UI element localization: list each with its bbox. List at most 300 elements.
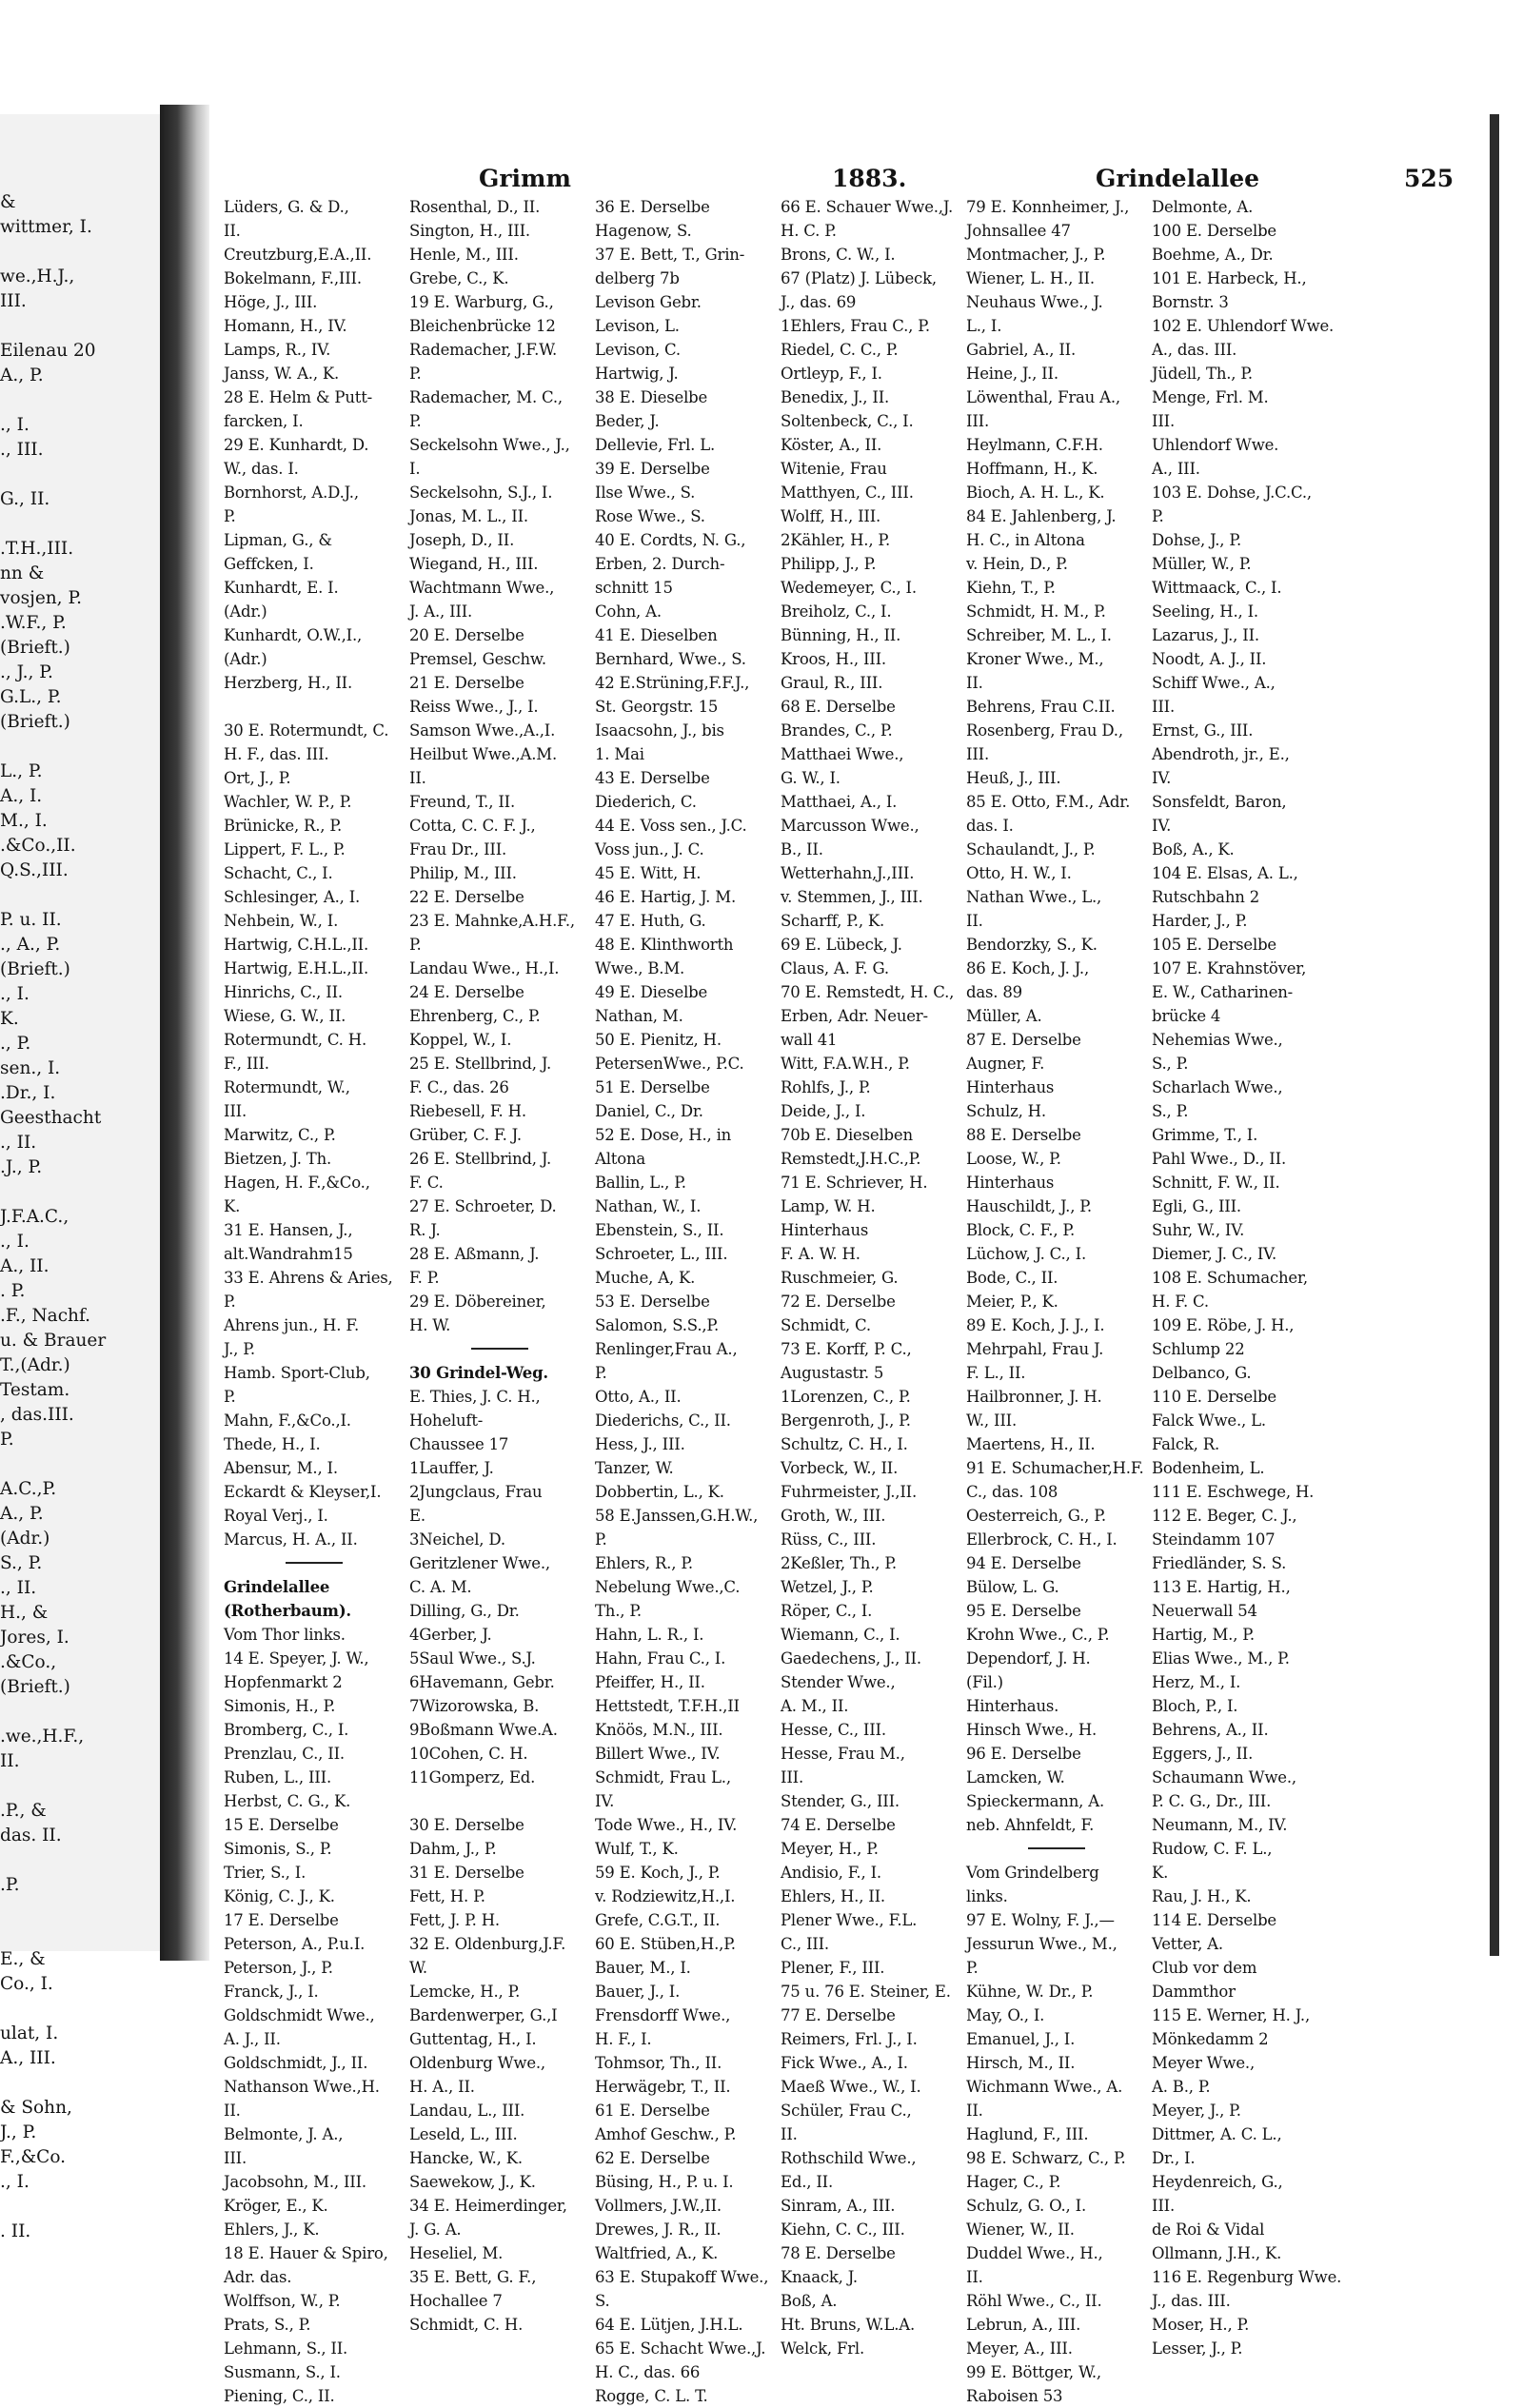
directory-entry-line: Hahn, L. R., I.: [595, 1626, 704, 1644]
directory-entry-line: Köster, A., II.: [781, 436, 882, 454]
directory-entry-line: Abensur, M., I.: [224, 1459, 338, 1477]
previous-page-line: A., III.: [0, 2048, 56, 2068]
directory-entry-line: 68 E. Derselbe: [781, 698, 896, 716]
directory-entry-line: Geffcken, I.: [224, 555, 314, 573]
directory-entry-line: Wiegand, H., III.: [409, 555, 539, 573]
directory-entry-line: Salomon, S.S.,P.: [595, 1316, 720, 1334]
directory-entry-line: Bülow, L. G.: [966, 1578, 1059, 1596]
directory-entry-line: Vollmers, J.W.,II.: [595, 2197, 722, 2215]
directory-entry-line: 32 E. Oldenburg,J.F.: [409, 1935, 566, 1953]
directory-entry-line: III.: [224, 1102, 247, 1120]
directory-entry-line: Jüdell, Th., P.: [1152, 365, 1253, 383]
directory-entry-line: Matthaei Wwe.,: [781, 745, 904, 763]
directory-entry-line: Billert Wwe., IV.: [595, 1745, 721, 1763]
directory-entry-line: König, C. J., K.: [224, 1887, 335, 1905]
directory-entry-line: Wulf, T., K.: [595, 1840, 679, 1858]
directory-entry-line: 30 E. Derselbe: [409, 1816, 524, 1834]
directory-entry-line: 2Kähler, H., P.: [781, 531, 891, 549]
directory-entry-line: Fick Wwe., A., I.: [781, 2054, 908, 2072]
previous-page-line: H., &: [0, 1603, 49, 1623]
directory-entry-line: Henle, M., III.: [409, 246, 519, 264]
directory-entry-line: Grebe, C., K.: [409, 269, 509, 287]
directory-entry-line: Brünicke, R., P.: [224, 817, 342, 835]
directory-entry-line: 107 E. Krahnstöver,: [1152, 959, 1307, 977]
directory-entry-line: 70 E. Remstedt, H. C.,: [781, 983, 955, 1001]
previous-page-line: III.: [0, 291, 27, 311]
directory-entry-line: Nathanson Wwe.,H.: [224, 2078, 380, 2096]
directory-entry-line: Diederichs, C., II.: [595, 1411, 731, 1430]
directory-entry-line: Rosenthal, D., II.: [409, 198, 541, 216]
directory-entry-line: Schacht, C., I.: [224, 864, 333, 882]
directory-entry-line: B., II.: [781, 840, 823, 859]
directory-entry-line: Müller, W., P.: [1152, 555, 1252, 573]
directory-entry-line: Kunhardt, O.W.,I.,: [224, 626, 363, 644]
directory-entry-line: Wolff, H., III.: [781, 507, 881, 525]
directory-entry-line: IV.: [1152, 769, 1172, 787]
directory-entry-line: Koppel, W., I.: [409, 1031, 512, 1049]
directory-entry-line: Bünning, H., II.: [781, 626, 901, 644]
directory-entry-line: Lazarus, J., II.: [1152, 626, 1259, 644]
directory-entry-line: Trier, S., I.: [224, 1864, 307, 1882]
directory-entry-line: 5Saul Wwe., S.J.: [409, 1649, 536, 1668]
directory-entry-line: Ernst, G., III.: [1152, 721, 1254, 740]
directory-entry-line: Vom Grindelberg: [966, 1864, 1099, 1882]
directory-entry-line: 47 E. Huth, G.: [595, 912, 706, 930]
directory-entry-line: 74 E. Derselbe: [781, 1816, 896, 1834]
directory-entry-line: Rotermundt, W.,: [224, 1078, 350, 1096]
directory-entry-line: 35 E. Bett, G. F.,: [409, 2268, 537, 2286]
previous-page-line: &: [0, 192, 16, 212]
directory-entry-line: Lippert, F. L., P.: [224, 840, 346, 859]
directory-entry-line: Susmann, S., I.: [224, 2363, 341, 2381]
directory-entry-line: Hamb. Sport-Club,: [224, 1364, 370, 1382]
directory-entry-line: III.: [966, 412, 989, 430]
directory-entry-line: Homann, H., IV.: [224, 317, 347, 335]
directory-entry-line: Plener Wwe., F.L.: [781, 1911, 918, 1929]
directory-entry-line: wall 41: [781, 1031, 838, 1049]
directory-entry-line: 20 E. Derselbe: [409, 626, 524, 644]
directory-entry-line: Renlinger,Frau A.,: [595, 1340, 738, 1358]
directory-entry-line: Hess, J., III.: [595, 1435, 685, 1453]
directory-entry-line: Ht. Bruns, W.L.A.: [781, 2316, 916, 2334]
directory-entry-line: II.: [966, 2268, 983, 2286]
directory-entry-line: Dilling, G., Dr.: [409, 1602, 520, 1620]
previous-page-line: (Adr.): [0, 1529, 50, 1549]
directory-entry-line: P.: [409, 365, 422, 383]
previous-page-line: .we.,H.F.,: [0, 1727, 85, 1747]
directory-entry-line: 65 E. Schacht Wwe.,J.: [595, 2339, 766, 2358]
previous-page-line: . P.: [0, 1281, 26, 1301]
directory-entry-line: Dr., I.: [1152, 2149, 1196, 2167]
directory-entry-line: Seckelsohn Wwe., J.,: [409, 436, 570, 454]
previous-page-line: [0, 1180, 160, 1205]
directory-entry-line: Hinterhaus: [781, 1221, 869, 1239]
directory-entry-line: Deide, J., I.: [781, 1102, 866, 1120]
directory-entry-line: Hinrichs, C., II.: [224, 983, 343, 1001]
directory-entry-line: Rotermundt, C. H.: [224, 1031, 366, 1049]
directory-entry-line: P.: [595, 1530, 607, 1549]
directory-entry-line: Hinterhaus: [966, 1174, 1055, 1192]
directory-entry-line: 34 E. Heimerdinger,: [409, 2197, 567, 2215]
directory-entry-line: 31 E. Derselbe: [409, 1864, 524, 1882]
previous-page-line: sen., I.: [0, 1058, 61, 1078]
directory-entry-line: A., das. III.: [1152, 341, 1237, 359]
previous-page-line: ., J., P.: [0, 662, 53, 682]
directory-entry-line: Ehlers, J., K.: [224, 2220, 320, 2239]
directory-entry-line: Eggers, J., II.: [1152, 1745, 1254, 1763]
directory-entry-line: Heilbut Wwe.,A.M.: [409, 745, 558, 763]
directory-entry-line: Rau, J. H., K.: [1152, 1887, 1252, 1905]
directory-entry-line: Rosenberg, Frau D.,: [966, 721, 1123, 740]
directory-entry-line: Erben, Adr. Neuer-: [781, 1007, 928, 1025]
directory-entry-line: Wittmaack, C., I.: [1152, 579, 1282, 597]
previous-page-line: .J., P.: [0, 1157, 43, 1177]
directory-entry-line: G. W., I.: [781, 769, 841, 787]
directory-entry-line: H. F. C.: [1152, 1293, 1209, 1311]
directory-entry-line: J. G. A.: [409, 2220, 462, 2239]
previous-page-line: , das.III.: [0, 1405, 74, 1425]
directory-entry-line: 67 (Platz) J. Lübeck,: [781, 269, 937, 287]
directory-entry-line: Prenzlau, C., II.: [224, 1745, 345, 1763]
directory-entry-line: Falck, R.: [1152, 1435, 1220, 1453]
directory-entry-line: I.: [409, 460, 421, 478]
directory-entry-line: Stender Wwe.,: [781, 1673, 896, 1691]
directory-entry-line: Maeß Wwe., W., I.: [781, 2078, 921, 2096]
directory-entry-line: Johnsallee 47: [966, 222, 1071, 240]
previous-page-line: .T.H.,III.: [0, 539, 74, 559]
directory-entry-line: Levison, L.: [595, 317, 680, 335]
directory-entry-line: 99 E. Böttger, W.,: [966, 2363, 1101, 2381]
directory-entry-line: Goldschmidt, J., II.: [224, 2054, 368, 2072]
directory-entry-line: II.: [224, 222, 241, 240]
directory-entry-line: 51 E. Derselbe: [595, 1078, 710, 1096]
directory-entry-line: Löwenthal, Frau A.,: [966, 388, 1120, 406]
directory-entry-line: Augner, F.: [966, 1055, 1045, 1073]
directory-entry-line: H. F., das. III.: [224, 745, 329, 763]
directory-entry-line: Scharlach Wwe.,: [1152, 1078, 1283, 1096]
directory-entry-line: 2Keßler, Th., P.: [781, 1554, 897, 1572]
directory-entry-line: Schultz, C. H., I.: [781, 1435, 908, 1453]
directory-entry-line: Bauer, M., I.: [595, 1959, 691, 1977]
directory-entry-line: 69 E. Lübeck, J.: [781, 936, 902, 954]
directory-entry-line: 52 E. Dose, H., in: [595, 1126, 732, 1144]
directory-entry-line: 66 E. Schauer Wwe.,J.: [781, 198, 954, 216]
directory-entry-line: v. Stemmen, J., III.: [781, 888, 923, 906]
directory-entry-line: W.: [409, 1959, 427, 1977]
directory-entry-line: 6Havemann, Gebr.: [409, 1673, 555, 1691]
directory-entry-line: Hartig, M., P.: [1152, 1626, 1255, 1644]
directory-entry-line: Samson Wwe.,A.,I.: [409, 721, 556, 740]
directory-entry-line: P.: [224, 1388, 236, 1406]
directory-entry-line: Riedel, C. C., P.: [781, 341, 899, 359]
directory-entry-line: Haglund, F., III.: [966, 2125, 1089, 2143]
directory-entry-line: Schlump 22: [1152, 1340, 1245, 1358]
directory-entry-line: Schreiber, M. L., I.: [966, 626, 1112, 644]
directory-entry-line: Brons, C. W., I.: [781, 246, 896, 264]
directory-entry-line: Bernhard, Wwe., S.: [595, 650, 746, 668]
directory-entry-line: Höge, J., III.: [224, 293, 318, 311]
directory-entry-line: Hailbronner, J. H.: [966, 1388, 1102, 1406]
directory-entry-line: Drewes, J. R., II.: [595, 2220, 722, 2239]
directory-entry-line: May, O., I.: [966, 2006, 1045, 2024]
directory-entry-line: Block, C. F., P.: [966, 1221, 1076, 1239]
directory-entry-line: 115 E. Werner, H. J.,: [1152, 2006, 1310, 2024]
directory-entry-line: 46 E. Hartig, J. M.: [595, 888, 737, 906]
directory-entry-line: P. C. G., Dr., III.: [1152, 1792, 1272, 1810]
directory-entry-line: 59 E. Koch, J., P.: [595, 1864, 721, 1882]
directory-entry-line: Bornhorst, A.D.J.,: [224, 484, 359, 502]
directory-entry-line: Pahl Wwe., D., II.: [1152, 1150, 1286, 1168]
directory-entry-line: Meyer, H., P.: [781, 1840, 879, 1858]
directory-entry-line: 1. Mai: [595, 745, 644, 763]
directory-entry-line: Franck, J., I.: [224, 1983, 319, 2001]
directory-entry-line: Knöös, M.N., III.: [595, 1721, 723, 1739]
previous-page-line: [0, 2071, 160, 2096]
directory-entry-line: 29 E. Kunhardt, D.: [224, 436, 369, 454]
directory-entry-line: Rudow, C. F. L.,: [1152, 1840, 1273, 1858]
directory-entry-line: Schmidt, C. H.: [409, 2316, 524, 2334]
directory-entry-line: IV.: [595, 1792, 615, 1810]
directory-entry-line: 10Cohen, C. H.: [409, 1745, 528, 1763]
directory-entry-line: Wedemeyer, C., I.: [781, 579, 917, 597]
directory-entry-line: 9Boßmann Wwe.A.: [409, 1721, 558, 1739]
directory-entry-line: Schroeter, L., III.: [595, 1245, 728, 1263]
directory-entry-line: 85 E. Otto, F.M., Adr.: [966, 793, 1131, 811]
directory-entry-line: Wiemann, C., I.: [781, 1626, 900, 1644]
directory-entry-line: S., P.: [1152, 1055, 1189, 1073]
directory-entry-line: R. J.: [409, 1221, 441, 1239]
directory-entry-line: Oldenburg Wwe.,: [409, 2054, 545, 2072]
previous-page-line: we.,H.J.,: [0, 266, 75, 286]
directory-entry-line: Müller, A.: [966, 1007, 1042, 1025]
previous-page-line: F.,&Co.: [0, 2147, 67, 2167]
directory-entry-line: IV.: [1152, 817, 1172, 835]
directory-entry-line: Wetzel, J., P.: [781, 1578, 874, 1596]
directory-entry-line: 87 E. Derselbe: [966, 1031, 1081, 1049]
directory-entry-line: Rüss, C., III.: [781, 1530, 877, 1549]
directory-entry-line: brücke 4: [1152, 1007, 1221, 1025]
directory-entry-line: Bietzen, J. Th.: [224, 1150, 332, 1168]
directory-entry-line: E. Thies, J. C. H.,: [409, 1388, 541, 1406]
directory-entry-line: Hirsch, M., II.: [966, 2054, 1076, 2072]
directory-entry-line: W., das. I.: [224, 460, 299, 478]
book-gutter: [160, 105, 209, 1961]
previous-page-line: ., I.: [0, 415, 30, 435]
directory-entry-line: Isaacsohn, J., bis: [595, 721, 724, 740]
directory-entry-line: 2Jungclaus, Frau: [409, 1483, 543, 1501]
directory-column-4: [781, 195, 961, 2358]
directory-entry-line: Rose Wwe., S.: [595, 507, 705, 525]
directory-entry-line: 41 E. Dieselben: [595, 626, 718, 644]
directory-entry-line: Schiff Wwe., A.,: [1152, 674, 1276, 692]
directory-entry-line: Otto, A., II.: [595, 1388, 682, 1406]
directory-entry-line: 3Neichel, D.: [409, 1530, 505, 1549]
directory-entry-line: Lamcken, W.: [966, 1768, 1065, 1786]
directory-entry-line: Tode Wwe., H., IV.: [595, 1816, 738, 1834]
directory-entry-line: Plener, F., III.: [781, 1959, 885, 1977]
directory-entry-line: Harder, J., P.: [1152, 912, 1248, 930]
directory-entry-line: Hoffmann, H., K.: [966, 460, 1098, 478]
directory-entry-line: II.: [409, 769, 426, 787]
directory-entry-line: J., P.: [224, 1340, 255, 1358]
directory-entry-line: Waltfried, A., K.: [595, 2244, 719, 2262]
directory-entry-line: Schulz, G. O., I.: [966, 2197, 1086, 2215]
directory-entry-line: Hartwig, E.H.L.,II.: [224, 959, 369, 977]
directory-entry-line: H. C., das. 66: [595, 2363, 701, 2381]
directory-entry-line: 71 E. Schriever, H.: [781, 1174, 928, 1192]
directory-entry-line: Landau Wwe., H.,I.: [409, 959, 560, 977]
directory-entry-line: (Adr.): [224, 602, 267, 621]
directory-entry-line: H. F., I.: [595, 2030, 652, 2048]
directory-entry-line: C. A. M.: [409, 1578, 472, 1596]
directory-entry-line: Simonis, S., P.: [224, 1840, 332, 1858]
directory-entry-line: PetersenWwe., P.C.: [595, 1055, 744, 1073]
directory-entry-line: Montmacher, J., P.: [966, 246, 1106, 264]
directory-entry-line: 4Gerber, J.: [409, 1626, 492, 1644]
directory-entry-line: Schnitt, F. W., II.: [1152, 1174, 1280, 1192]
directory-entry-line: P.: [595, 1364, 607, 1382]
directory-entry-line: Pfeiffer, H., II.: [595, 1673, 705, 1691]
directory-entry-line: E. W., Catharinen-: [1152, 983, 1294, 1001]
directory-entry-line: Vom Thor links.: [224, 1626, 346, 1644]
directory-column-1: [224, 195, 405, 2405]
previous-page-line: (Brieft.): [0, 1677, 70, 1697]
directory-entry-line: Breiholz, C., I.: [781, 602, 892, 621]
directory-entry-line: H. C., in Altona: [966, 531, 1085, 549]
directory-entry-line: 78 E. Derselbe: [781, 2244, 896, 2262]
previous-page-line: P.: [0, 1430, 14, 1450]
directory-entry-line: Hager, C., P.: [966, 2173, 1061, 2191]
directory-entry-line: Levison Gebr.: [595, 293, 702, 311]
directory-entry-line: Seeling, H., I.: [1152, 602, 1258, 621]
directory-entry-line: II.: [781, 2125, 798, 2143]
directory-entry-line: Egli, G., III.: [1152, 1197, 1241, 1215]
directory-entry-line: Ruschmeier, G.: [781, 1269, 899, 1287]
directory-entry-line: Brandes, C., P.: [781, 721, 893, 740]
previous-page-line: nn &: [0, 563, 45, 583]
directory-entry-line: 28 E. Aßmann, J.: [409, 1245, 540, 1263]
directory-entry-line: 27 E. Schroeter, D.: [409, 1197, 557, 1215]
previous-page-line: (Brieft.): [0, 638, 70, 658]
directory-entry-line: v. Rodziewitz,H.,I.: [595, 1887, 736, 1905]
directory-entry-line: Meier, P., K.: [966, 1293, 1058, 1311]
previous-page-line: . II.: [0, 2221, 31, 2241]
previous-page-line: A., P.: [0, 365, 44, 385]
directory-entry-line: Leseld, L., III.: [409, 2125, 518, 2143]
directory-entry-line: Lamps, R., IV.: [224, 341, 331, 359]
previous-page-line: (Brieft.): [0, 959, 70, 979]
directory-entry-line: Grüber, C. F. J.: [409, 1126, 522, 1144]
directory-entry-line: 18 E. Hauer & Spiro,: [224, 2244, 388, 2262]
previous-page-line: J.F.A.C.,: [0, 1207, 69, 1227]
directory-entry-line: neb. Ahnfeldt, F.: [966, 1816, 1095, 1834]
directory-entry-line: III.: [1152, 412, 1175, 430]
directory-entry-line: 37 E. Bett, T., Grin-: [595, 246, 745, 264]
directory-entry-line: Mönkedamm 2: [1152, 2030, 1269, 2048]
directory-entry-line: Joseph, D., II.: [409, 531, 515, 549]
directory-entry-line: Ed., II.: [781, 2173, 834, 2191]
directory-entry-line: Neuerwall 54: [1152, 1602, 1257, 1620]
directory-column-2: [409, 195, 590, 2334]
directory-entry-line: Schmidt, Frau L.,: [595, 1768, 731, 1786]
directory-entry-line: Elias Wwe., M., P.: [1152, 1649, 1290, 1668]
directory-entry-line: Schlesinger, A., I.: [224, 888, 361, 906]
directory-entry-line: C., III.: [781, 1935, 829, 1953]
directory-entry-line: W., III.: [966, 1411, 1018, 1430]
directory-entry-line: P.: [966, 1959, 979, 1977]
directory-entry-line: Hartwig, J.: [595, 365, 679, 383]
directory-entry-line: III.: [1152, 698, 1175, 716]
directory-entry-line: 49 E. Dieselbe: [595, 983, 708, 1001]
previous-page-line: J., P.: [0, 2122, 37, 2142]
directory-entry-line: Spieckermann, A.: [966, 1792, 1104, 1810]
directory-entry-line: Hopfenmarkt 2: [224, 1673, 343, 1691]
directory-entry-line: Diederich, C.: [595, 793, 697, 811]
directory-entry-line: alt.Wandrahm15: [224, 1245, 353, 1263]
directory-entry-line: Ellerbrock, C. H., I.: [966, 1530, 1118, 1549]
previous-page-line: E., &: [0, 1949, 46, 1969]
directory-entry-line: F. L., II.: [966, 1364, 1026, 1382]
previous-page-line: .&Co.,: [0, 1652, 57, 1672]
directory-entry-line: III.: [966, 745, 989, 763]
directory-entry-line: Bauer, J., I.: [595, 1983, 681, 2001]
directory-entry-line: 73 E. Korff, P. C.,: [781, 1340, 912, 1358]
directory-entry-line: Rademacher, J.F.W.: [409, 341, 558, 359]
directory-entry-line: Rutschbahn 2: [1152, 888, 1260, 906]
directory-entry-line: 44 E. Voss sen., J.C.: [595, 817, 747, 835]
directory-entry-line: S.: [595, 2292, 610, 2310]
directory-entry-line: farcken, I.: [224, 412, 304, 430]
directory-entry-line: 39 E. Derselbe: [595, 460, 710, 478]
directory-entry-line: Grefe, C.G.T., II.: [595, 1911, 721, 1929]
directory-entry-line: Hesse, Frau M.,: [781, 1745, 905, 1763]
directory-entry-line: Prats, S., P.: [224, 2316, 311, 2334]
directory-entry-line: Emanuel, J., I.: [966, 2030, 1076, 2048]
directory-entry-line: Wachtmann Wwe.,: [409, 579, 555, 597]
directory-entry-line: Hagen, H. F.,&Co.,: [224, 1174, 370, 1192]
previous-page-line: Jores, I.: [0, 1628, 69, 1648]
directory-entry-line: Menge, Frl. M.: [1152, 388, 1269, 406]
running-head: [209, 119, 1490, 195]
directory-entry-line: Herbst, C. G., K.: [224, 1792, 351, 1810]
directory-entry-line: Ehlers, R., P.: [595, 1554, 693, 1572]
directory-entry-line: Heuß, J., III.: [966, 769, 1061, 787]
directory-entry-line: Ahrens jun., H. F.: [224, 1316, 360, 1334]
directory-entry-line: Schaumann Wwe.,: [1152, 1768, 1296, 1786]
directory-entry-line: das. I.: [966, 817, 1014, 835]
directory-entry-line: 58 E.Janssen,G.H.W.,: [595, 1507, 759, 1525]
previous-page-line: [0, 1700, 160, 1725]
directory-entry-line: Hinterhaus.: [966, 1697, 1059, 1715]
directory-entry-line: Kühne, W. Dr., P.: [966, 1983, 1094, 2001]
directory-entry-line: delberg 7b: [595, 269, 680, 287]
directory-entry-line: Heine, J., II.: [966, 365, 1058, 383]
directory-entry-line: Welck, Frl.: [781, 2339, 865, 2358]
directory-entry-line: 64 E. Lütjen, J.H.L.: [595, 2316, 743, 2334]
directory-entry-line: 72 E. Derselbe: [781, 1293, 896, 1311]
directory-entry-line: 96 E. Derselbe: [966, 1745, 1081, 1763]
directory-entry-line: Erben, 2. Durch-: [595, 555, 725, 573]
directory-entry-line: Falck Wwe., L.: [1152, 1411, 1266, 1430]
directory-entry-line: 86 E. Koch, J. J.,: [966, 959, 1089, 977]
previous-page-line: .W.F., P.: [0, 613, 67, 633]
directory-entry-line: Bode, C., II.: [966, 1269, 1058, 1287]
directory-entry-line: L., I.: [966, 317, 1002, 335]
directory-entry-line: Club vor dem: [1152, 1959, 1257, 1977]
directory-entry-line: 97 E. Wolny, F. J.,—: [966, 1911, 1115, 1929]
directory-entry-line: Büsing, H., P. u. I.: [595, 2173, 734, 2191]
previous-page-line: S., P.: [0, 1553, 43, 1573]
